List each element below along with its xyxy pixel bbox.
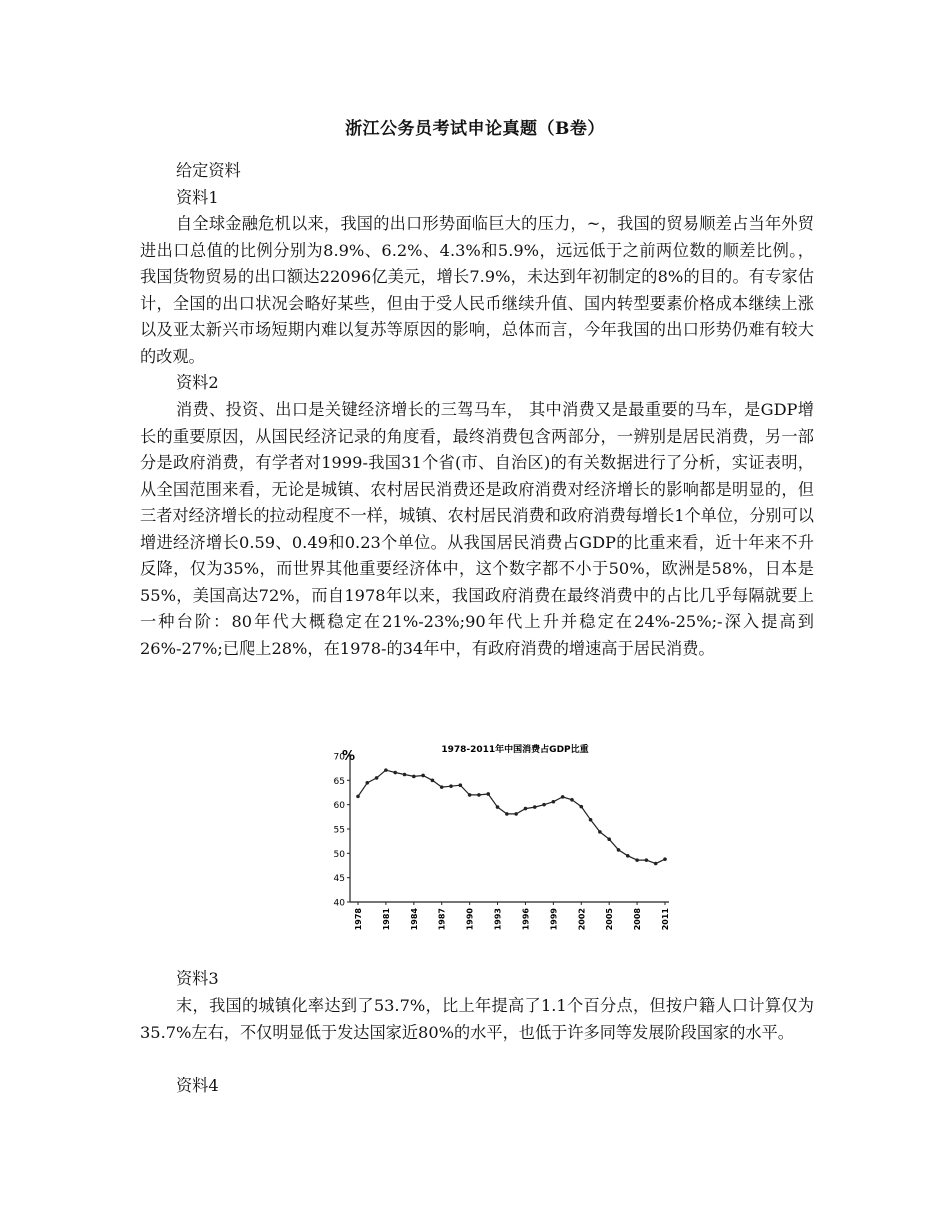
- chart-data-point: [421, 774, 425, 778]
- chart-x-tick-label: 1996: [521, 908, 531, 931]
- chart-data-point: [384, 768, 388, 772]
- chart-data-point: [393, 771, 397, 775]
- chart-data-point: [412, 775, 416, 779]
- chart-data-point: [524, 807, 528, 811]
- chart-title: 1978-2011年中国消费占GDP比重: [441, 745, 589, 755]
- chart-data-point: [654, 862, 658, 866]
- chart-x-tick-label: 1999: [549, 908, 559, 931]
- material3-heading: 资料3: [176, 969, 219, 988]
- chart-x-tick-label: 2011: [661, 908, 670, 931]
- chart-data-point: [552, 800, 556, 804]
- chart-data-point: [440, 785, 444, 789]
- chart-data-point: [375, 776, 379, 780]
- chart-data-point: [663, 857, 667, 861]
- chart-x-tick-label: 1984: [409, 908, 419, 931]
- chart-x-tick-label: 1978: [354, 908, 363, 931]
- chart-data-point: [626, 854, 630, 858]
- chart-x-tick-label: 2005: [605, 908, 615, 931]
- chart-data-point: [477, 793, 481, 797]
- chart-y-unit-label: %: [342, 749, 356, 764]
- chart-data-point: [598, 830, 602, 834]
- chart-data-point: [514, 812, 518, 816]
- material1-paragraph: 自全球金融危机以来，我国的出口形势面临巨大的压力，~，我国的贸易顺差占当年外贸进出口总值的比例分别为8.9%、6.2%、4.3%和5.9%，远远低于之前两位数的顺差比例。，我国货物贸易的出口额达22096亿美元，增长7.9%，未达到年初制定的8%的目的。有专家估计，全国的出口状况会略好某些，但由于受人民币继续升值、国内转型要素价格成本继续上涨以及亚太新兴市场短期内难以复苏等原因的影响，总体而言，今年我国的出口形势仍难有较大的改观。: [140, 214, 814, 366]
- chart-data-point: [449, 784, 453, 788]
- chart-x-tick-label: 1981: [381, 908, 391, 931]
- chart-data-point: [468, 793, 472, 797]
- material2-paragraph: 消费、投资、出口是关键经济增长的三驾马车， 其中消费又是最重要的马车，是GDP增长的重要原因，从国民经济记录的角度看，最终消费包含两部分，一辨别是居民消费，另一部分是政府消费，有学者对1999-我国31个省(市、自治区)的有关数据进行了分析，实证表明，从全国范围来看，无论是城镇、农村居民消费还是政府消费对经济增长的影响都是明显的，但三者对经济增长的拉动程度不一样，城镇、农村居民消费和政府消费每增长1个单位，分别可以增进经济增长0.59、0.49和0.23个单位。从我国居民消费占GDP的比重来看，近十年来不升反降，仅为35%，而世界其他重要经济体中，这个数字都不小于50%，欧洲是58%，日本是55%，美国高达72%，而自1978年以来，我国政府消费在最终消费中的占比几乎每隔就要上一种台阶：80年代大概稳定在21%-23%;90年代上升并稳定在24%-25%;-深入提高到26%-27%;已爬上28%，在1978-的34年中，有政府消费的增速高于居民消费。: [140, 400, 814, 658]
- chart-x-tick-label: 1987: [437, 908, 447, 931]
- chart-y-tick-label: 55: [333, 825, 345, 836]
- chart-data-point: [579, 805, 583, 809]
- chart-data-point: [645, 858, 649, 862]
- material3-paragraph: 末，我国的城镇化率达到了53.7%，比上年提高了1.1个百分点，但按户籍人口计算仅为35.7%左右，不仅明显低于发达国家近80%的水平，也低于许多同等发展阶段国家的水平。: [140, 996, 814, 1042]
- material4-heading: 资料4: [176, 1076, 219, 1095]
- chart-data-point: [617, 848, 621, 852]
- chart-data-point: [589, 818, 593, 822]
- chart-data-point: [459, 783, 463, 787]
- chart-y-tick-label: 65: [333, 776, 345, 787]
- consumption-gdp-line-chart: [300, 730, 680, 940]
- chart-data-point: [505, 812, 509, 816]
- chart-data-point: [607, 837, 611, 841]
- chart-data-point: [366, 781, 370, 785]
- chart-x-tick-label: 2008: [633, 908, 643, 931]
- document-title: 浙江公务员考试申论真题（B卷）: [345, 119, 605, 139]
- chart-data-point: [533, 805, 537, 809]
- chart-data-point: [570, 798, 574, 802]
- chart-y-tick-label: 45: [333, 874, 345, 885]
- given-materials-heading: 给定资料: [176, 161, 241, 180]
- material1-heading: 资料1: [176, 188, 219, 207]
- chart-data-point: [403, 773, 407, 777]
- chart-y-tick-label: 40: [333, 898, 345, 909]
- chart-data-point: [496, 805, 500, 809]
- chart-data-point: [486, 792, 490, 796]
- chart-data-point: [431, 779, 435, 783]
- chart-x-tick-label: 2002: [577, 908, 587, 931]
- chart-x-tick-label: 1993: [493, 908, 503, 931]
- chart-y-tick-label: 70: [333, 752, 345, 763]
- chart-data-point: [356, 795, 360, 799]
- chart-data-point: [561, 795, 565, 799]
- chart-data-point: [635, 858, 639, 862]
- chart-x-tick-label: 1990: [465, 908, 475, 931]
- chart-data-point: [542, 803, 546, 807]
- chart-y-tick-label: 50: [333, 849, 345, 860]
- chart-y-tick-label: 60: [333, 801, 345, 812]
- material2-heading: 资料2: [176, 373, 219, 392]
